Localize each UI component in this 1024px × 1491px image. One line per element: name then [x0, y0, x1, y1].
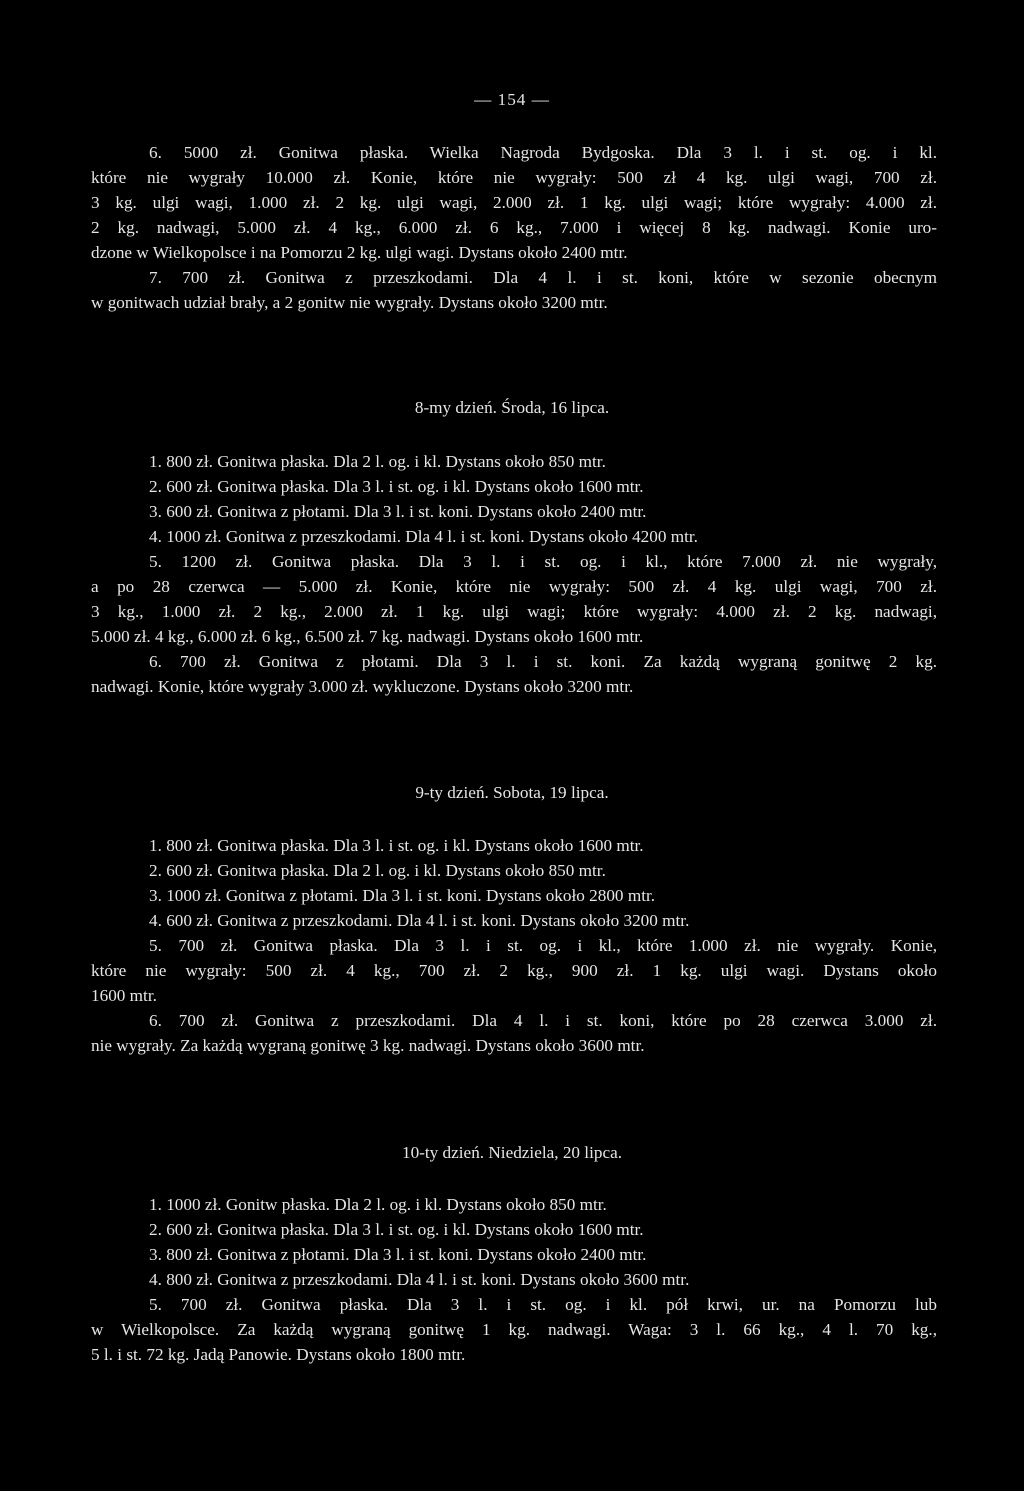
text-line: nadwagi. Konie, które wygrały 3.000 zł. wykluczone. Dystans około 3200 mtr.	[91, 677, 634, 696]
text-line: 5.000 zł. 4 kg., 6.000 zł. 6 kg., 6.500 zł. 7 kg. nadwagi. Dystans około 1600 mtr.	[91, 627, 644, 646]
text-line: 5. 700 zł. Gonitwa płaska. Dla 3 l. i st. og. i kl., które 1.000 zł. nie wygrały. Konie,	[149, 936, 937, 955]
text-line: w gonitwach udział brały, a 2 gonitw nie wygrały. Dystans około 3200 mtr.	[91, 293, 608, 312]
text-line: w Wielkopolsce. Za każdą wygraną gonitwę 1 kg. nadwagi. Waga: 3 l. 66 kg., 4 l. 70 kg.,	[91, 1320, 937, 1339]
text-line: 6. 700 zł. Gonitwa z przeszkodami. Dla 4 l. i st. koni, które po 28 czerwca 3.000 zł.	[149, 1011, 937, 1030]
text-line: 2 kg. nadwagi, 5.000 zł. 4 kg., 6.000 zł. 6 kg., 7.000 i więcej 8 kg. nadwagi. Konie uro-	[91, 218, 937, 237]
day8-block	[91, 449, 937, 699]
text-line: 1. 800 zł. Gonitwa płaska. Dla 2 l. og. i kl. Dystans około 850 mtr.	[149, 452, 606, 471]
text-line: 5 l. i st. 72 kg. Jadą Panowie. Dystans około 1800 mtr.	[91, 1345, 466, 1364]
text-line: 3 kg., 1.000 zł. 2 kg., 2.000 zł. 1 kg. ulgi wagi; które wygrały: 4.000 zł. 2 kg. nadwagi,	[91, 602, 937, 621]
text-line: nie wygrały. Za każdą wygraną gonitwę 3 kg. nadwagi. Dystans około 3600 mtr.	[91, 1036, 645, 1055]
text-line: 6. 5000 zł. Gonitwa płaska. Wielka Nagroda Bydgoska. Dla 3 l. i st. og. i kl.	[149, 143, 937, 162]
text-line: 4. 600 zł. Gonitwa z przeszkodami. Dla 4 l. i st. koni. Dystans około 3200 mtr.	[149, 911, 690, 930]
text-line: 2. 600 zł. Gonitwa płaska. Dla 2 l. og. i kl. Dystans około 850 mtr.	[149, 861, 606, 880]
day8-heading: 8-my dzień. Środa, 16 lipca.	[414, 398, 610, 417]
text-line: 1. 800 zł. Gonitwa płaska. Dla 3 l. i st. og. i kl. Dystans około 1600 mtr.	[149, 836, 644, 855]
text-line: dzone w Wielkopolsce i na Pomorzu 2 kg. ulgi wagi. Dystans około 2400 mtr.	[91, 243, 628, 262]
text-line: 2. 600 zł. Gonitwa płaska. Dla 3 l. i st. og. i kl. Dystans około 1600 mtr.	[149, 1220, 644, 1239]
intro-block	[91, 140, 937, 315]
text-line: 4. 1000 zł. Gonitwa z przeszkodami. Dla 4 l. i st. koni. Dystans około 4200 mtr.	[149, 527, 698, 546]
text-line: 3. 800 zł. Gonitwa z płotami. Dla 3 l. i st. koni. Dystans około 2400 mtr.	[149, 1245, 647, 1264]
text-line: 4. 800 zł. Gonitwa z przeszkodami. Dla 4 l. i st. koni. Dystans około 3600 mtr.	[149, 1270, 690, 1289]
text-line: a po 28 czerwca — 5.000 zł. Konie, które nie wygrały: 500 zł. 4 kg. ulgi wagi, 700 zł.	[91, 577, 937, 596]
text-line: 1. 1000 zł. Gonitw płaska. Dla 2 l. og. i kl. Dystans około 850 mtr.	[149, 1195, 607, 1214]
day9-block	[91, 833, 937, 1058]
text-line: 6. 700 zł. Gonitwa z płotami. Dla 3 l. i st. koni. Za każdą wygraną gonitwę 2 kg.	[149, 652, 937, 671]
text-line: 5. 1200 zł. Gonitwa płaska. Dla 3 l. i st. og. i kl., które 7.000 zł. nie wygrały,	[149, 552, 937, 571]
text-line: 5. 700 zł. Gonitwa płaska. Dla 3 l. i st. og. i kl. pół krwi, ur. na Pomorzu lub	[149, 1295, 937, 1314]
text-line: 3. 1000 zł. Gonitwa z płotami. Dla 3 l. i st. koni. Dystans około 2800 mtr.	[149, 886, 656, 905]
text-line: które nie wygrały 10.000 zł. Konie, które nie wygrały: 500 zł 4 kg. ulgi wagi, 700 zł.	[91, 168, 937, 187]
text-line: które nie wygrały: 500 zł. 4 kg., 700 zł. 2 kg., 900 zł. 1 kg. ulgi wagi. Dystans około	[91, 961, 937, 980]
text-line: 1600 mtr.	[91, 986, 157, 1005]
page-number: — 154 —	[474, 90, 550, 109]
text-line: 3. 600 zł. Gonitwa z płotami. Dla 3 l. i st. koni. Dystans około 2400 mtr.	[149, 502, 647, 521]
text-line: 3 kg. ulgi wagi, 1.000 zł. 2 kg. ulgi wagi, 2.000 zł. 1 kg. ulgi wagi; które wygrały: 4.000 zł.	[91, 193, 937, 212]
day10-heading: 10-ty dzień. Niedziela, 20 lipca.	[401, 1143, 622, 1162]
text-line: 2. 600 zł. Gonitwa płaska. Dla 3 l. i st. og. i kl. Dystans około 1600 mtr.	[149, 477, 644, 496]
text-line: 7. 700 zł. Gonitwa z przeszkodami. Dla 4 l. i st. koni, które w sezonie obecnym	[149, 268, 937, 287]
day9-heading: 9-ty dzień. Sobota, 19 lipca.	[415, 783, 609, 802]
day10-block	[91, 1192, 937, 1367]
